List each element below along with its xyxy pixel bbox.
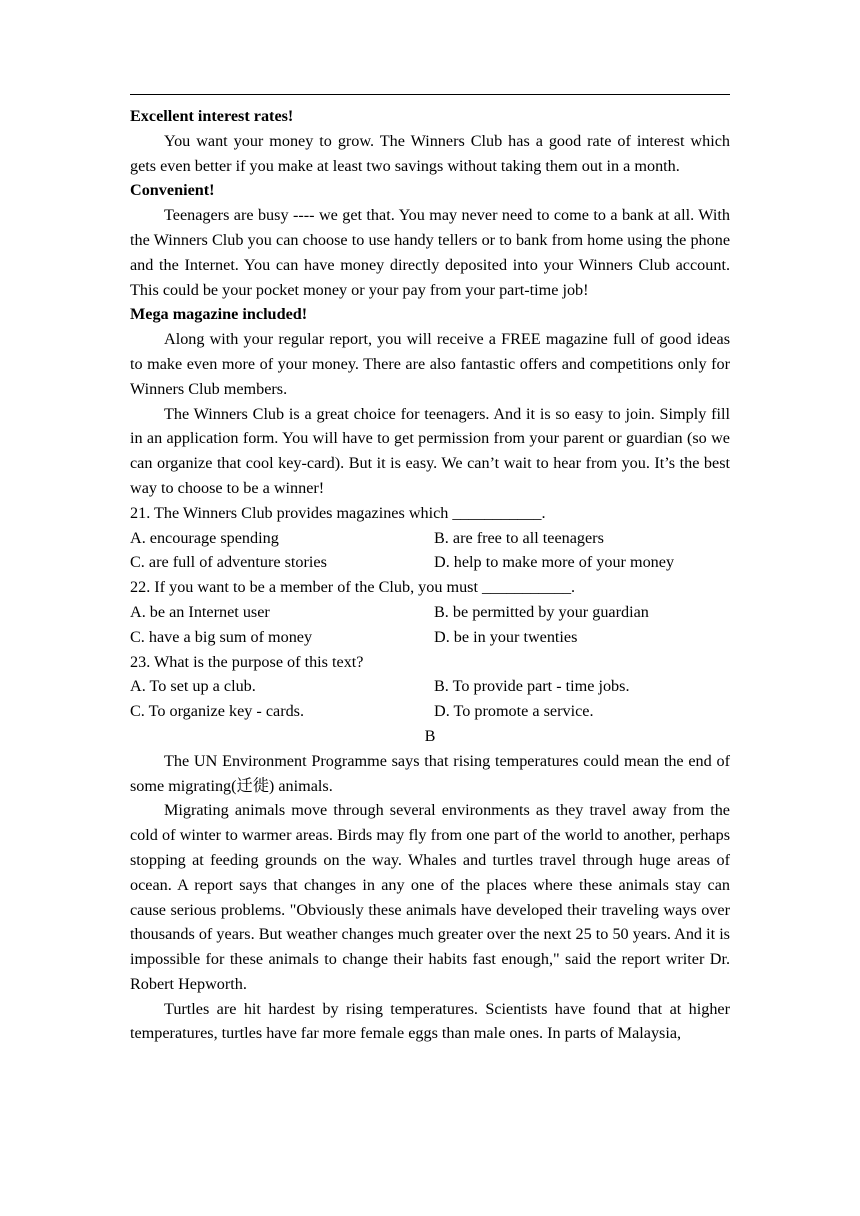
question-22-stem: 22. If you want to be a member of the Club, you must ___________. bbox=[130, 578, 576, 597]
question-22-options-row-1 bbox=[130, 600, 730, 625]
question-21-option-b: B. are free to all teenagers bbox=[434, 528, 604, 547]
question-21-stem: 21. The Winners Club provides magazines which ___________. bbox=[130, 503, 546, 522]
question-22-option-a: A. be an Internet user bbox=[130, 602, 270, 621]
question-22-option-c: C. have a big sum of money bbox=[130, 627, 313, 646]
question-22-option-d: D. be in your twenties bbox=[434, 627, 578, 646]
heading-interest-rates: Excellent interest rates! bbox=[130, 107, 294, 125]
heading-magazine: Mega magazine included! bbox=[130, 305, 308, 324]
question-23-option-d: D. To promote a service. bbox=[434, 702, 594, 721]
question-23-option-b: B. To provide part - time jobs. bbox=[434, 677, 630, 696]
question-21-option-a: A. encourage spending bbox=[130, 528, 279, 547]
document-body bbox=[130, 104, 730, 1046]
question-23-option-c: C. To organize key - cards. bbox=[130, 702, 305, 721]
question-23-stem: 23. What is the purpose of this text? bbox=[130, 652, 364, 671]
paragraph-join: The Winners Club is a great choice for teenagers. And it is so easy to join. Simply fill in an application form. You will have to get permission from your parent or guardian (so we can organize that cool key-card). But it is easy. We can’t wait to hear from you. It’s the best way to choose to be a winner! bbox=[130, 404, 730, 497]
question-21-option-d: D. help to make more of your money bbox=[434, 553, 675, 572]
question-21-options-row-2 bbox=[130, 550, 730, 575]
question-21-options-row-1 bbox=[130, 526, 730, 551]
question-23-options-row-1 bbox=[130, 674, 730, 699]
section-b-label: B bbox=[424, 726, 436, 745]
question-22-option-b: B. be permitted by your guardian bbox=[434, 602, 649, 621]
question-23-option-a: A. To set up a club. bbox=[130, 677, 256, 696]
paragraph-magazine: Along with your regular report, you will receive a FREE magazine full of good ideas to make even more of your money. There are also fantastic offers and competitions only for Winners Club members. bbox=[130, 330, 730, 398]
paragraph-interest-rates: You want your money to grow. The Winners Club has a good rate of interest which gets even better if you make at least two savings without taking them out in a month. bbox=[130, 131, 730, 175]
paragraph-b-3: Turtles are hit hardest by rising temperatures. Scientists have found that at higher temperatures, turtles have far more female eggs than male ones. In parts of Malaysia, bbox=[130, 999, 730, 1043]
question-21-option-c: C. are full of adventure stories bbox=[130, 553, 327, 572]
header-rule bbox=[130, 94, 730, 95]
question-22-options-row-2 bbox=[130, 625, 730, 650]
paragraph-b-1: The UN Environment Programme says that rising temperatures could mean the end of some migrating(迁徙) animals. bbox=[130, 751, 730, 795]
heading-convenient: Convenient! bbox=[130, 181, 215, 200]
paragraph-b-2: Migrating animals move through several environments as they travel away from the cold of winter to warmer areas. Birds may fly from one part of the world to another, perhaps stopping at feeding grounds on the way. Whales and turtles travel through huge areas of ocean. A report says that changes in any one of the places where these animals stay can cause serious problems. "Obviously these animals have developed their traveling ways over thousands of years. But weather changes much greater over the next 25 to 50 years. And it is impossible for these animals to change their habits fast enough," said the report writer Dr. Robert Hepworth. bbox=[130, 801, 730, 993]
question-23-options-row-2 bbox=[130, 699, 730, 724]
paragraph-convenient: Teenagers are busy ---- we get that. You may never need to come to a bank at all. With the Winners Club you can choose to use handy tellers or to bank from home using the phone and the Internet. You can have money directly deposited into your Winners Club account. This could be your pocket money or your pay from your part-time job! bbox=[130, 206, 730, 299]
